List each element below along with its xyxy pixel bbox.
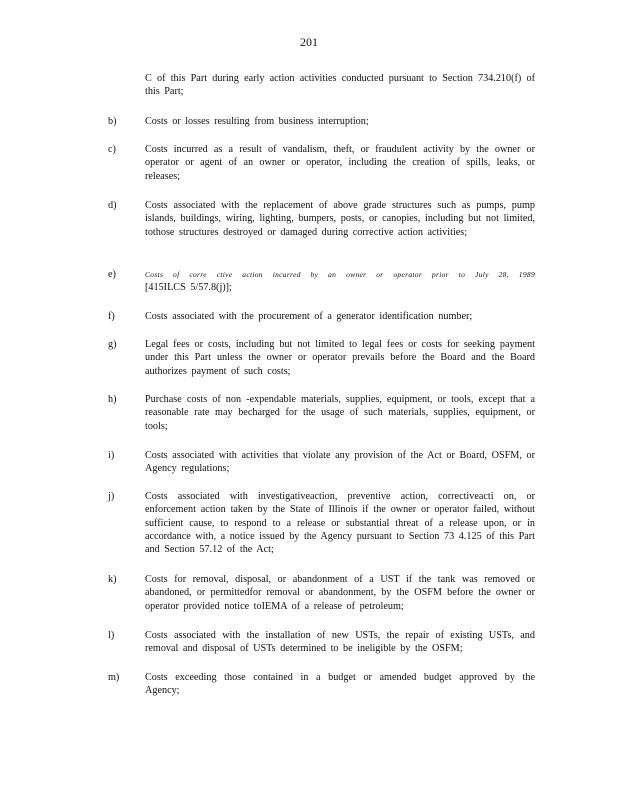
intro-paragraph: C of this Part during early action activities conducted pursuant to Section 734.210(f) of this Part;	[145, 73, 535, 98]
item-label: e)	[108, 269, 116, 280]
item-text: Costs associated with the installation of new USTs, the repair of existing USTs, and removal and disposal of USTs determined to be ineligible by the OSFM;	[145, 630, 535, 655]
item-text: Costs exceeding those contained in a budget or amended budget approved by the Agency;	[145, 672, 535, 697]
item-label: f)	[108, 311, 115, 322]
item-label: g)	[108, 339, 117, 350]
item-text: Costs associated with investigativeaction, preventive action, correctiveacti on, or enforcement action taken by the State of Illinois if the owner or operator failed, without sufficient cause, to respond to a release or substantial threat of a release upon, or in accordance with, a notice issued by the Agency pursuant to Section 73 4.125 of this Part and Section 57.12 of the Act;	[145, 491, 535, 556]
item-label: d)	[108, 200, 117, 211]
italic-quote: Costs of corre ctive action incurred by an owner or operator prior to July 28, 1989	[145, 270, 535, 279]
item-label: l)	[108, 630, 115, 641]
item-label: k)	[108, 574, 117, 585]
item-label: h)	[108, 394, 117, 405]
item-label: i)	[108, 450, 115, 461]
item-label: m)	[108, 672, 120, 683]
item-text: Costs associated with the procurement of a generator identification number;	[145, 311, 473, 322]
item-text: Costs for removal, disposal, or abandonment of a UST if the tank was removed or abandoned, or permittedfor removal or abandonment, by the OSFM before the owner or operator provided notice toIEMA of a release of petroleum;	[145, 574, 535, 612]
item-text	[145, 268, 535, 295]
item-text: Costs or losses resulting from business interruption;	[145, 116, 369, 127]
item-text: Costs associated with the replacement of above grade structures such as pumps, pump islands, buildings, wiring, lighting, bumpers, posts, or canopies, including but not limited, tothose structures destroyed or damaged during corrective action activities;	[145, 200, 535, 238]
item-text: Costs associated with activities that violate any provision of the Act or Board, OSFM, or Agency regulations;	[145, 450, 535, 475]
item-label: c)	[108, 144, 116, 155]
item-label: b)	[108, 116, 117, 127]
citation: [415ILCS 5/57.8(j)];	[145, 282, 232, 294]
item-text: Costs incurred as a result of vandalism, theft, or fraudulent activity by the owner or operator or agent of an owner or operator, including the creation of spills, leaks, or releases;	[145, 144, 535, 182]
page-number: 201	[300, 35, 318, 49]
item-text: Purchase costs of non -expendable materials, supplies, equipment, or tools, except that a reasonable rate may becharged for the usage of such materials, supplies, equipment, or tools;	[145, 394, 535, 432]
item-label: j)	[108, 491, 115, 502]
item-text: Legal fees or costs, including but not limited to legal fees or costs for seeking payment under this Part unless the owner or operator prevails before the Board and the Board authorizes payment of such costs;	[145, 339, 535, 377]
